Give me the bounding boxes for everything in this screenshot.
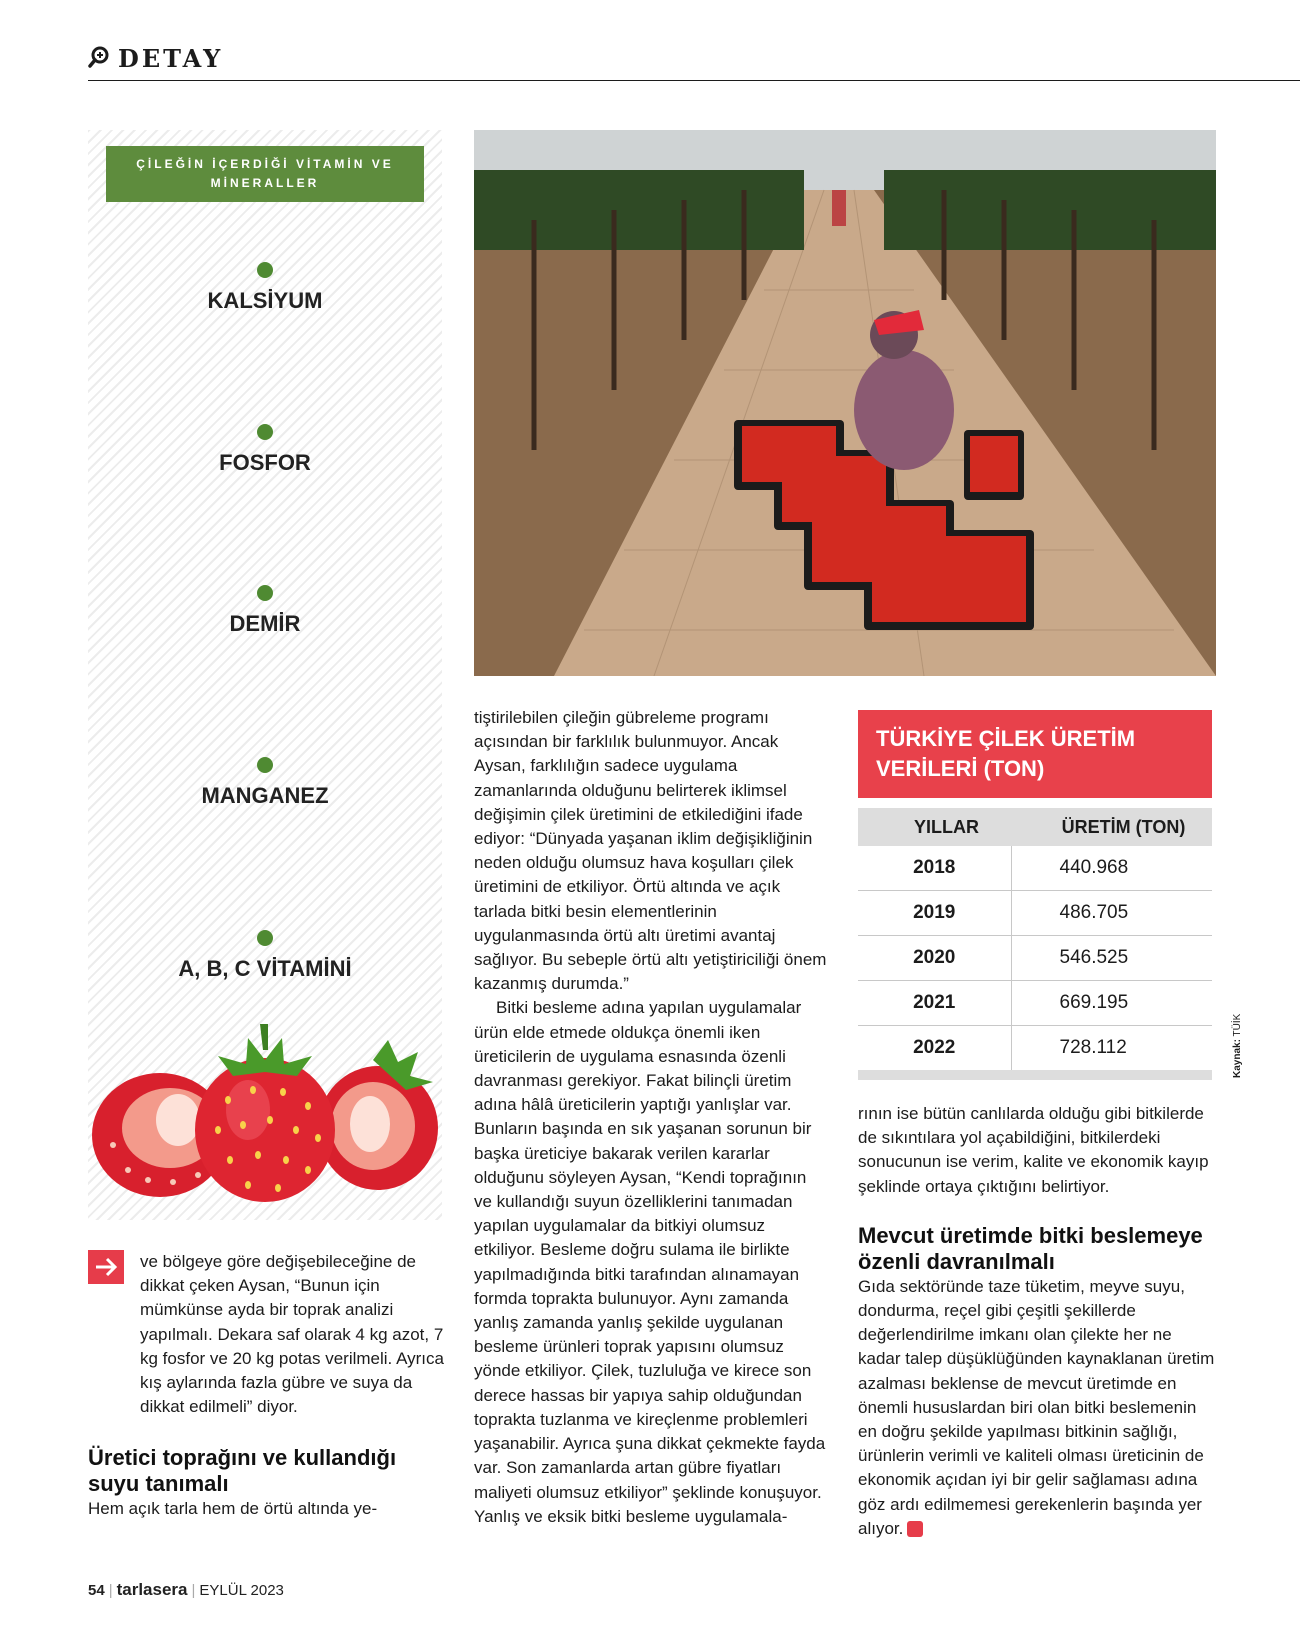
greenhouse-photo (474, 130, 1216, 676)
bullet-dot (257, 585, 273, 601)
table-row (858, 936, 1212, 981)
source-value: TÜİK (1232, 1013, 1243, 1037)
year-cell: 2022 (858, 1026, 1012, 1070)
paragraph: Hem açık tarla hem de örtü altında ye- (88, 1499, 378, 1519)
mineral-item (88, 585, 442, 637)
sidebar-title: ÇİLEĞİN İÇERDİĞİ VİTAMİN VE MİNERALLER (106, 146, 424, 202)
text-column-2 (474, 706, 829, 1529)
source-note (1232, 1014, 1243, 1078)
paragraph (858, 1275, 1218, 1541)
column-header-production: ÜRETİM (TON) (1061, 816, 1186, 837)
year-cell: 2019 (858, 891, 1012, 935)
table-footer-bar (858, 1070, 1212, 1080)
text-column-1 (88, 1250, 444, 1522)
mineral-label: MANGANEZ (201, 783, 329, 808)
paragraph: rının ise bütün canlılarda olduğu gibi bitkilerde de sıkıntılara yol açabildiğini, bitkilerdeki sonucunun ise verim, kalite ve ekonomik kayıp şeklinde ortaya çıktığını belirtiyor. (858, 1104, 1209, 1196)
bullet-dot (257, 424, 273, 440)
value-cell: 728.112 (1059, 1037, 1127, 1058)
table-row (858, 891, 1212, 936)
year-cell: 2021 (858, 981, 1012, 1025)
mineral-label: DEMİR (229, 611, 301, 636)
paragraph: tiştirilebilen çileğin gübreleme programı açısından bir farklılık bulunmuyor. Ancak Aysan, farklılığın sadece uygulama zamanlarında olduğunu belirterek iklimsel değişimin çilek üretimini de etkilediğini ifade ediyor: “Dünyada yaşanan iklim değişikliğinin neden olduğu olumsuz hava koşulları çilek üretimini de etkiliyor. Örtü altında ve açık tarlada bitki besin elementlerinin uygulanmasında örtü altı üretimi avantaj sağlıyor. Bu sebeple örtü altı yetiştiriciliği önem kazanmış durumda.” (474, 708, 827, 994)
value-cell: 546.525 (1059, 947, 1129, 968)
page-number: 54 (88, 1582, 105, 1599)
paragraph: Bitki besleme adına yapılan uygulamalar ürün elde etmede oldukça önemli iken üreticilerin de uygulama esnasında özenli davranması gerekiyor. Fakat bilinçli üretim adına hâlâ üreticilerin yaptığı yanlışlar var. Bunların başında en sık yaşanan sorunun bir başka üreticiye bakarak verilen kararlar olduğunu söyleyen Aysan, “Kendi toprağının ve kullandığı suyun özelliklerini tanımadan yapılan uygulamalar da bitkiyi olumsuz etkiliyor. Besleme doğru sulama ile birlikte yapılmadığında bitki tarafından alınamayan formda toprakta bulunuyor. Aynı zamanda yanlış zamanda yanlış şekilde uygulanan besleme ürünleri toprak yapısını olumsuz yönde etkiliyor. Çilek, tuzluluğa ve kirece son derece hassas bir yapıya sahip olduğundan toprakta tuzlanma ve kireçlenme problemleri yaşanabilir. Ayrıca şuna dikkat çekmekte fayda var. Son zamanlarda artan gübre fiyatları maliyeti olumsuz etkiliyor” şeklinde konuşuyor. Yanlış ve eksik bitki besleme uygulamala- (474, 998, 826, 1526)
mineral-item (88, 757, 442, 809)
bullet-dot (257, 262, 273, 278)
section-title: DETAY (118, 44, 224, 73)
issue-date: EYLÜL 2023 (199, 1582, 284, 1599)
paragraph: ve bölgeye göre değişebileceğine de dikkat çeken Aysan, “Bunun için mümkünse ayda bir toprak analizi yapılmalı. Dekara saf olarak 4 kg azot, 7 kg fosfor ve 20 kg potas verilmeli. Ayrıca kış aylarında fazla gübre ve suya da dikkat edilmeli” diyor. (140, 1252, 444, 1417)
value-cell: 669.195 (1059, 992, 1129, 1013)
year-cell: 2018 (858, 846, 1012, 890)
subheading: Mevcut üretimde bitki beslemeye özenli davranılmalı (858, 1222, 1203, 1274)
text-column-3 (858, 1102, 1218, 1541)
source-label: Kaynak: (1232, 1039, 1243, 1078)
end-mark-icon (907, 1521, 923, 1537)
value-cell: 486.705 (1059, 902, 1129, 923)
mineral-item (88, 930, 442, 982)
table-row (858, 981, 1212, 1026)
bullet-dot (257, 930, 273, 946)
column-header-year: YILLAR (914, 816, 979, 837)
mineral-label: A, B, C VİTAMİNİ (178, 956, 352, 981)
table-header (858, 808, 1212, 846)
subheading: Üretici toprağını ve kullandığı suyu tanımalı (88, 1445, 397, 1497)
production-table (858, 808, 1212, 1080)
mineral-label: KALSİYUM (207, 288, 323, 313)
year-cell: 2020 (858, 936, 1012, 980)
header-rule (88, 80, 1300, 81)
paragraph-text: Gıda sektöründe taze tüketim, meyve suyu, dondurma, reçel gibi çeşitli şekillerde değerlendirilme imkanı olan çilekte her ne kadar talep düşüklüğünden kaynaklanan üretim azalması beklense de mevcut üretimde en önemli hususlardan biri olan bitki beslemenin en doğru şekilde yapılması bitkinin sağlığı, ürünlerin verimli ve kaliteli olması üreticinin de ekonomik açıdan iyi bir gelir sağlaması adına göz ardı edilmemesi gerekenlerin başında yer alıyor. (858, 1276, 1215, 1538)
mineral-item (88, 262, 442, 314)
mineral-label: FOSFOR (219, 450, 311, 475)
strawberry-whole (195, 1024, 335, 1202)
table-row (858, 1026, 1212, 1070)
strawberries-illustration (88, 1020, 442, 1208)
value-cell: 440.968 (1059, 857, 1129, 878)
page-footer: 54 | tarlasera | EYLÜL 2023 (88, 1580, 284, 1599)
table-row (858, 846, 1212, 891)
magazine-name: tarlasera (116, 1580, 188, 1599)
strawberry-half-right (318, 1040, 438, 1190)
magnifier-icon (88, 46, 110, 68)
mineral-item (88, 424, 442, 476)
bullet-dot (257, 757, 273, 773)
table-title: TÜRKİYE ÇİLEK ÜRETİM VERİLERİ (TON) (858, 710, 1212, 798)
